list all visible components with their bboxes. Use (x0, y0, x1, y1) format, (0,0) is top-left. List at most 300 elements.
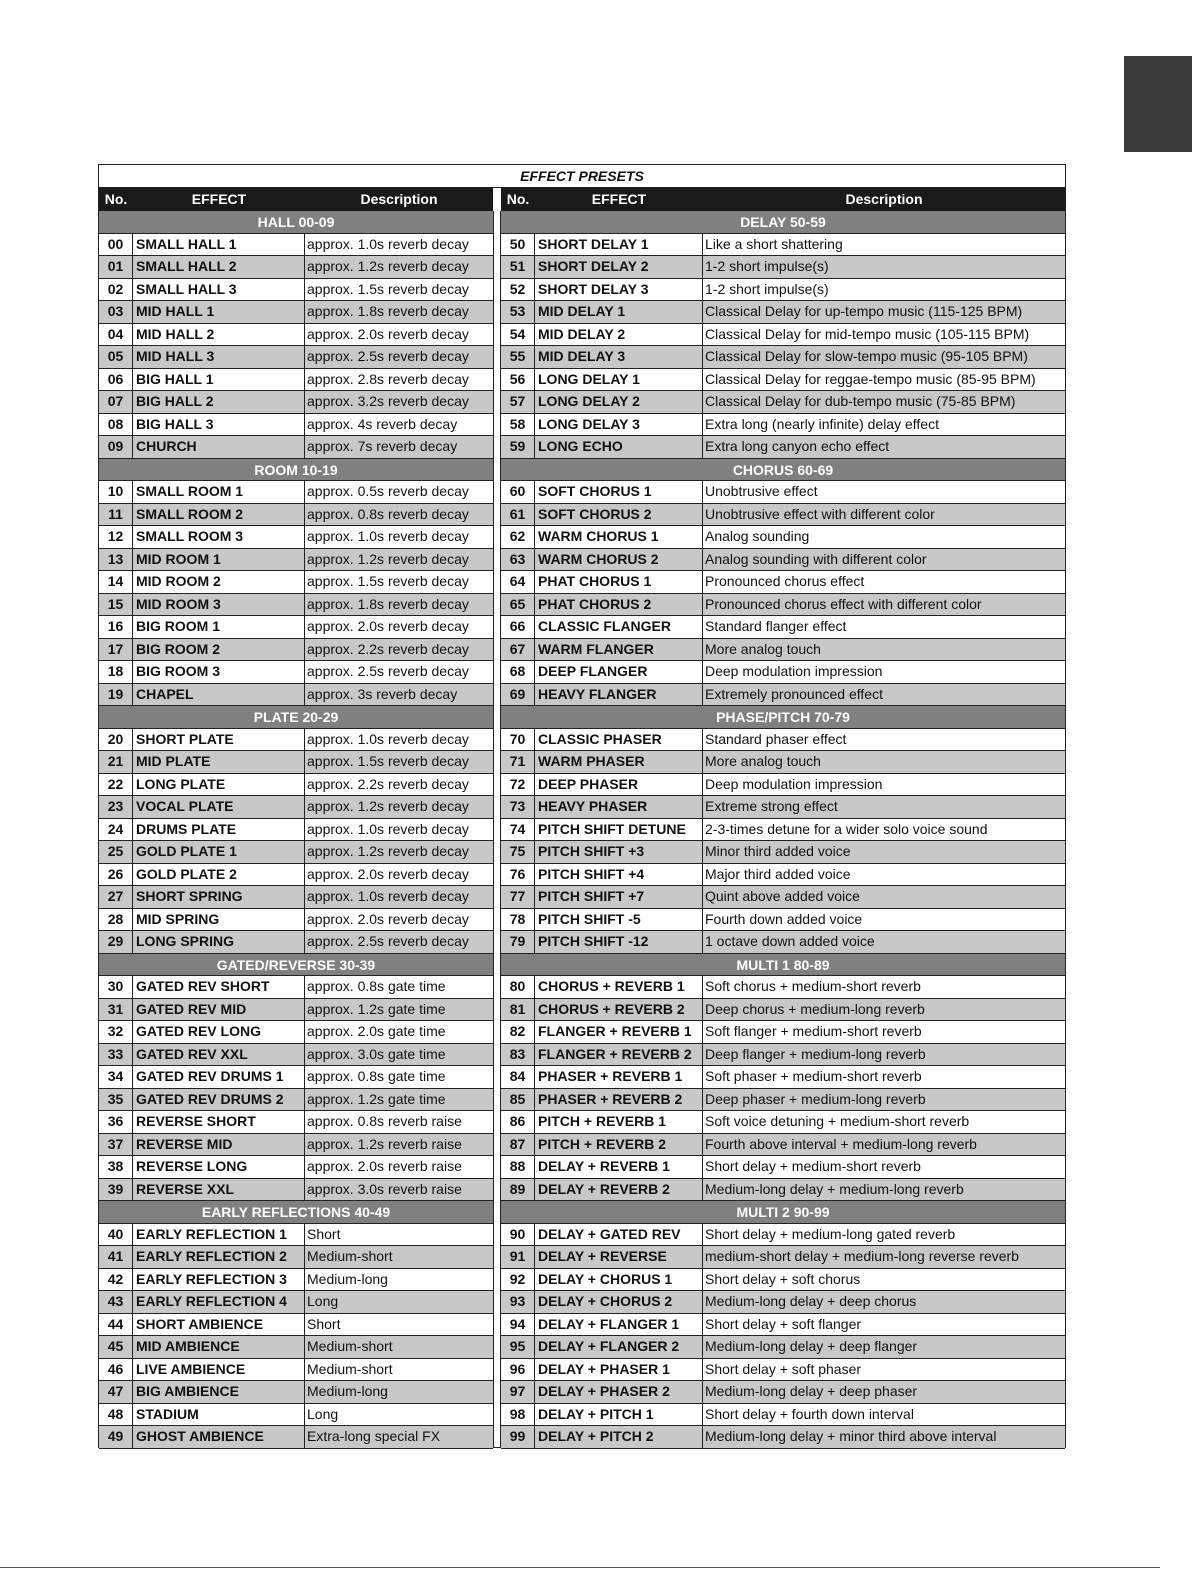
preset-number: 43 (99, 1291, 133, 1313)
preset-number: 24 (99, 819, 133, 841)
preset-number: 87 (501, 1134, 535, 1156)
preset-number: 11 (99, 504, 133, 526)
preset-number: 89 (501, 1179, 535, 1201)
preset-effect-name: GOLD PLATE 1 (133, 841, 305, 863)
preset-description: 2-3-times detune for a wider solo voice sound (705, 820, 988, 837)
preset-effect-name: BIG HALL 2 (133, 391, 305, 413)
preset-number: 77 (501, 886, 535, 908)
preset-effect-name: DELAY + FLANGER 1 (535, 1314, 703, 1336)
preset-number: 21 (99, 751, 133, 773)
column-header-effect: EFFECT (191, 191, 247, 207)
preset-number: 09 (99, 436, 133, 458)
preset-description: approx. 1.2s reverb decay (307, 550, 469, 567)
preset-number: 85 (501, 1089, 535, 1111)
preset-number: 30 (99, 976, 133, 998)
table-row (99, 1089, 493, 1112)
table-row (501, 1021, 1065, 1044)
preset-description: Deep phaser + medium-long reverb (705, 1090, 926, 1107)
preset-number: 04 (99, 324, 133, 346)
preset-number: 73 (501, 796, 535, 818)
table-row (99, 1291, 493, 1314)
preset-description: approx. 0.5s reverb decay (307, 483, 469, 499)
preset-effect-name: CLASSIC PHASER (535, 729, 703, 751)
preset-effect-name: CHURCH (133, 436, 305, 458)
preset-number: 49 (99, 1426, 133, 1448)
preset-effect-name: SHORT SPRING (133, 886, 305, 908)
table-row (99, 1111, 493, 1134)
column-header-description: Description (845, 191, 923, 207)
table-row (501, 684, 1065, 707)
table-row (501, 1381, 1065, 1404)
preset-description: Quint above added voice (705, 888, 860, 904)
table-row (99, 931, 493, 954)
table-row (501, 1314, 1065, 1337)
preset-effect-name: MID DELAY 2 (535, 324, 703, 346)
preset-number: 60 (501, 481, 535, 503)
preset-effect-name: DELAY + PITCH 1 (535, 1404, 703, 1426)
preset-description: Soft chorus + medium-short reverb (705, 978, 921, 994)
preset-description: 1 octave down added voice (705, 933, 875, 949)
preset-effect-name: BIG ROOM 3 (133, 661, 305, 683)
preset-number: 31 (99, 999, 133, 1021)
table-row (501, 1336, 1065, 1359)
table-row (99, 346, 493, 369)
preset-effect-name: DELAY + FLANGER 2 (535, 1336, 703, 1358)
preset-effect-name: SHORT AMBIENCE (133, 1314, 305, 1336)
table-row (501, 864, 1065, 887)
preset-description: Deep chorus + medium-long reverb (705, 1000, 925, 1017)
column-header-no: No. (506, 191, 530, 207)
table-row (501, 279, 1065, 302)
preset-description: approx. 3s reverb decay (307, 685, 458, 702)
table-row (501, 391, 1065, 414)
preset-description: approx. 1.5s reverb decay (307, 280, 469, 297)
preset-number: 55 (501, 346, 535, 368)
preset-effect-name: REVERSE XXL (133, 1179, 305, 1201)
preset-effect-name: DELAY + GATED REV (535, 1224, 703, 1246)
preset-effect-name: REVERSE SHORT (133, 1111, 305, 1133)
preset-description: Standard phaser effect (705, 730, 847, 747)
preset-number: 08 (99, 414, 133, 436)
preset-effect-name: SMALL ROOM 1 (133, 481, 305, 503)
table-row (99, 256, 493, 279)
preset-number: 62 (501, 526, 535, 548)
preset-number: 18 (99, 661, 133, 683)
preset-number: 00 (99, 234, 133, 256)
preset-effect-name: MID AMBIENCE (133, 1336, 305, 1358)
preset-effect-name: DELAY + REVERB 2 (535, 1179, 703, 1201)
preset-description: approx. 0.8s gate time (307, 978, 446, 994)
table-row (501, 729, 1065, 752)
preset-description: approx. 1.5s reverb decay (307, 573, 469, 589)
section-header: MULTI 1 80-89 (501, 954, 1065, 977)
table-row (501, 1066, 1065, 1089)
preset-effect-name: STADIUM (133, 1404, 305, 1426)
preset-description: Unobtrusive effect (705, 483, 818, 499)
preset-number: 56 (501, 369, 535, 391)
section-header: ROOM 10-19 (99, 459, 493, 482)
preset-description: Analog sounding with different color (705, 550, 927, 567)
preset-effect-name: LONG DELAY 1 (535, 369, 703, 391)
preset-number: 94 (501, 1314, 535, 1336)
preset-effect-name: MID SPRING (133, 909, 305, 931)
presets-right-half (501, 188, 1065, 1449)
table-row (501, 931, 1065, 954)
preset-description: Deep modulation impression (705, 663, 883, 679)
preset-number: 65 (501, 594, 535, 616)
preset-effect-name: BIG ROOM 2 (133, 639, 305, 661)
table-row (501, 1089, 1065, 1112)
preset-effect-name: SMALL ROOM 2 (133, 504, 305, 526)
preset-description: Short (307, 1225, 341, 1242)
table-row (99, 1404, 493, 1427)
preset-number: 45 (99, 1336, 133, 1358)
preset-number: 92 (501, 1269, 535, 1291)
preset-effect-name: GATED REV MID (133, 999, 305, 1021)
preset-description: Classical Delay for reggae-tempo music (85-95 BPM) (705, 370, 1036, 387)
table-row (99, 1021, 493, 1044)
table-row (501, 976, 1065, 999)
table-row (99, 279, 493, 302)
preset-number: 53 (501, 301, 535, 323)
preset-effect-name: SHORT PLATE (133, 729, 305, 751)
preset-number: 32 (99, 1021, 133, 1043)
preset-effect-name: LONG SPRING (133, 931, 305, 953)
preset-effect-name: MID HALL 1 (133, 301, 305, 323)
preset-number: 28 (99, 909, 133, 931)
table-row (501, 1111, 1065, 1134)
preset-effect-name: PITCH SHIFT +7 (535, 886, 703, 908)
preset-number: 61 (501, 504, 535, 526)
preset-effect-name: GOLD PLATE 2 (133, 864, 305, 886)
table-row (501, 301, 1065, 324)
preset-number: 20 (99, 729, 133, 751)
preset-description: approx. 1.2s gate time (307, 1000, 446, 1017)
preset-number: 05 (99, 346, 133, 368)
table-row (501, 1179, 1065, 1202)
preset-number: 39 (99, 1179, 133, 1201)
column-header-row (99, 188, 493, 211)
preset-effect-name: CLASSIC FLANGER (535, 616, 703, 638)
preset-description: More analog touch (705, 753, 821, 769)
preset-description: approx. 2.5s reverb decay (307, 663, 469, 679)
preset-effect-name: PHAT CHORUS 2 (535, 594, 703, 616)
table-row (99, 1066, 493, 1089)
table-row (99, 999, 493, 1022)
preset-description: approx. 1.2s reverb decay (307, 258, 469, 274)
preset-effect-name: CHORUS + REVERB 2 (535, 999, 703, 1021)
preset-description: Medium-long delay + deep chorus (705, 1293, 917, 1309)
preset-number: 51 (501, 256, 535, 278)
preset-description: Medium-long (307, 1270, 388, 1287)
preset-description: Like a short shattering (705, 235, 843, 252)
section-header: GATED/REVERSE 30-39 (99, 954, 493, 977)
preset-description: Short delay + medium-long gated reverb (705, 1225, 956, 1242)
preset-description: Deep modulation impression (705, 775, 883, 792)
preset-number: 79 (501, 931, 535, 953)
table-row (99, 1336, 493, 1359)
preset-number: 50 (501, 234, 535, 256)
preset-description: approx. 3.2s reverb decay (307, 393, 469, 409)
preset-number: 42 (99, 1269, 133, 1291)
preset-effect-name: SOFT CHORUS 1 (535, 481, 703, 503)
table-row (501, 819, 1065, 842)
preset-description: approx. 1.0s reverb decay (307, 235, 469, 252)
preset-number: 36 (99, 1111, 133, 1133)
preset-number: 37 (99, 1134, 133, 1156)
preset-description: Unobtrusive effect with different color (705, 505, 935, 522)
preset-number: 03 (99, 301, 133, 323)
preset-number: 97 (501, 1381, 535, 1403)
preset-number: 25 (99, 841, 133, 863)
preset-number: 59 (501, 436, 535, 458)
preset-description: approx. 1.2s gate time (307, 1090, 446, 1107)
table-row (501, 774, 1065, 797)
preset-effect-name: PHASER + REVERB 1 (535, 1066, 703, 1088)
effect-presets-table (98, 164, 1066, 1448)
preset-effect-name: SHORT DELAY 3 (535, 279, 703, 301)
preset-description: Soft phaser + medium-short reverb (705, 1068, 922, 1084)
preset-description: approx. 2.2s reverb decay (307, 640, 469, 657)
preset-effect-name: SHORT DELAY 2 (535, 256, 703, 278)
table-row (501, 1359, 1065, 1382)
table-row (501, 1044, 1065, 1067)
preset-description: approx. 1.2s reverb raise (307, 1135, 462, 1152)
preset-description: Analog sounding (705, 528, 810, 544)
preset-effect-name: HEAVY PHASER (535, 796, 703, 818)
column-header-description: Description (360, 191, 438, 207)
table-row (501, 504, 1065, 527)
preset-description: Long (307, 1293, 339, 1309)
preset-number: 66 (501, 616, 535, 638)
preset-effect-name: WARM CHORUS 1 (535, 526, 703, 548)
preset-description: medium-short delay + medium-long reverse reverb (705, 1248, 1019, 1264)
preset-number: 41 (99, 1246, 133, 1268)
preset-effect-name: EARLY REFLECTION 2 (133, 1246, 305, 1268)
preset-number: 82 (501, 1021, 535, 1043)
preset-effect-name: BIG HALL 3 (133, 414, 305, 436)
preset-number: 86 (501, 1111, 535, 1133)
preset-number: 54 (501, 324, 535, 346)
preset-effect-name: LONG PLATE (133, 774, 305, 796)
preset-description: Short delay + fourth down interval (705, 1405, 914, 1422)
preset-description: Extra-long special FX (307, 1428, 441, 1444)
preset-effect-name: LONG ECHO (535, 436, 703, 458)
preset-description: Medium-short (307, 1248, 393, 1264)
table-row (501, 346, 1065, 369)
table-row (501, 616, 1065, 639)
preset-description: Pronounced chorus effect with different color (705, 595, 982, 612)
preset-number: 75 (501, 841, 535, 863)
preset-description: Extreme strong effect (705, 798, 838, 814)
preset-effect-name: FLANGER + REVERB 1 (535, 1021, 703, 1043)
preset-description: approx. 0.8s reverb raise (307, 1113, 462, 1129)
table-row (99, 369, 493, 392)
preset-effect-name: GATED REV XXL (133, 1044, 305, 1066)
table-row (501, 1224, 1065, 1247)
preset-number: 84 (501, 1066, 535, 1088)
preset-number: 91 (501, 1246, 535, 1268)
preset-effect-name: DELAY + CHORUS 1 (535, 1269, 703, 1291)
preset-description: approx. 1.2s reverb decay (307, 843, 469, 859)
preset-description: approx. 1.8s reverb decay (307, 303, 469, 319)
preset-effect-name: SMALL HALL 1 (133, 234, 305, 256)
table-row (501, 661, 1065, 684)
preset-effect-name: SHORT DELAY 1 (535, 234, 703, 256)
table-row (99, 639, 493, 662)
preset-description: approx. 2.0s reverb raise (307, 1158, 462, 1174)
preset-number: 15 (99, 594, 133, 616)
preset-effect-name: PITCH SHIFT -5 (535, 909, 703, 931)
preset-number: 44 (99, 1314, 133, 1336)
preset-description: approx. 1.8s reverb decay (307, 595, 469, 612)
table-row (501, 751, 1065, 774)
preset-number: 10 (99, 481, 133, 503)
preset-description: Classical Delay for mid-tempo music (105-115 BPM) (705, 325, 1030, 342)
table-row (501, 1134, 1065, 1157)
presets-right-body (501, 211, 1065, 1449)
preset-number: 71 (501, 751, 535, 773)
preset-number: 58 (501, 414, 535, 436)
preset-description: Medium-short (307, 1338, 393, 1354)
preset-effect-name: CHORUS + REVERB 1 (535, 976, 703, 998)
table-row (501, 481, 1065, 504)
preset-effect-name: DELAY + REVERB 1 (535, 1156, 703, 1178)
section-header: PHASE/PITCH 70-79 (501, 706, 1065, 729)
preset-description: approx. 4s reverb decay (307, 415, 458, 432)
table-row (99, 1269, 493, 1292)
preset-number: 48 (99, 1404, 133, 1426)
preset-number: 69 (501, 684, 535, 706)
preset-effect-name: SMALL HALL 3 (133, 279, 305, 301)
preset-description: approx. 1.0s reverb decay (307, 820, 469, 837)
preset-description: approx. 2.0s reverb decay (307, 910, 469, 927)
preset-description: Soft voice detuning + medium-short reverb (705, 1113, 970, 1129)
preset-number: 01 (99, 256, 133, 278)
preset-description: Short delay + soft flanger (705, 1315, 862, 1332)
preset-effect-name: GATED REV LONG (133, 1021, 305, 1043)
preset-description: approx. 3.0s reverb raise (307, 1180, 462, 1197)
preset-effect-name: EARLY REFLECTION 4 (133, 1291, 305, 1313)
preset-number: 52 (501, 279, 535, 301)
table-row (99, 774, 493, 797)
table-row (501, 796, 1065, 819)
table-row (501, 549, 1065, 572)
preset-number: 98 (501, 1404, 535, 1426)
table-row (99, 526, 493, 549)
preset-effect-name: MID DELAY 1 (535, 301, 703, 323)
table-row (501, 999, 1065, 1022)
preset-effect-name: PITCH + REVERB 1 (535, 1111, 703, 1133)
table-row (501, 909, 1065, 932)
table-row (99, 864, 493, 887)
preset-effect-name: GATED REV DRUMS 2 (133, 1089, 305, 1111)
table-row (501, 1404, 1065, 1427)
preset-description: approx. 1.0s reverb decay (307, 528, 469, 544)
table-row (99, 661, 493, 684)
preset-description: Medium-long delay + deep phaser (705, 1383, 918, 1399)
preset-effect-name: PITCH SHIFT DETUNE (535, 819, 703, 841)
preset-effect-name: DELAY + PHASER 1 (535, 1359, 703, 1381)
preset-description: Minor third added voice (705, 843, 851, 859)
page-bottom-rule (0, 1567, 1160, 1568)
preset-number: 19 (99, 684, 133, 706)
preset-number: 64 (501, 571, 535, 593)
preset-description: approx. 2.0s reverb decay (307, 325, 469, 342)
preset-number: 23 (99, 796, 133, 818)
preset-effect-name: MID DELAY 3 (535, 346, 703, 368)
preset-effect-name: EARLY REFLECTION 1 (133, 1224, 305, 1246)
preset-number: 12 (99, 526, 133, 548)
preset-number: 46 (99, 1359, 133, 1381)
preset-effect-name: SMALL ROOM 3 (133, 526, 305, 548)
preset-effect-name: DELAY + CHORUS 2 (535, 1291, 703, 1313)
preset-effect-name: DRUMS PLATE (133, 819, 305, 841)
preset-number: 99 (501, 1426, 535, 1448)
preset-number: 63 (501, 549, 535, 571)
preset-number: 78 (501, 909, 535, 931)
preset-effect-name: WARM CHORUS 2 (535, 549, 703, 571)
preset-effect-name: BIG HALL 1 (133, 369, 305, 391)
table-row (99, 886, 493, 909)
preset-number: 90 (501, 1224, 535, 1246)
preset-effect-name: VOCAL PLATE (133, 796, 305, 818)
preset-description: approx. 0.8s gate time (307, 1068, 446, 1084)
table-row (501, 436, 1065, 459)
table-row (99, 594, 493, 617)
preset-effect-name: PITCH SHIFT -12 (535, 931, 703, 953)
preset-effect-name: GATED REV DRUMS 1 (133, 1066, 305, 1088)
preset-description: Medium-long delay + minor third above interval (705, 1428, 997, 1444)
preset-number: 57 (501, 391, 535, 413)
preset-effect-name: MID ROOM 2 (133, 571, 305, 593)
preset-effect-name: HEAVY FLANGER (535, 684, 703, 706)
preset-number: 22 (99, 774, 133, 796)
preset-description: approx. 2.0s reverb decay (307, 618, 469, 634)
table-row (501, 1246, 1065, 1269)
preset-number: 74 (501, 819, 535, 841)
preset-effect-name: WARM FLANGER (535, 639, 703, 661)
table-row (99, 1359, 493, 1382)
preset-description: Soft flanger + medium-short reverb (705, 1023, 922, 1039)
section-header: HALL 00-09 (99, 211, 493, 234)
preset-description: approx. 1.2s reverb decay (307, 798, 469, 814)
preset-effect-name: LIVE AMBIENCE (133, 1359, 305, 1381)
preset-effect-name: DELAY + REVERSE (535, 1246, 703, 1268)
table-row (99, 819, 493, 842)
preset-effect-name: MID PLATE (133, 751, 305, 773)
preset-description: Short delay + soft phaser (705, 1360, 862, 1377)
preset-effect-name: DELAY + PHASER 2 (535, 1381, 703, 1403)
table-row (501, 1156, 1065, 1179)
preset-description: Classical Delay for up-tempo music (115-125 BPM) (705, 303, 1023, 319)
column-header-row (501, 188, 1065, 211)
preset-description: approx. 3.0s gate time (307, 1045, 446, 1062)
preset-description: Short delay + medium-short reverb (705, 1158, 921, 1174)
preset-description: Fourth down added voice (705, 910, 863, 927)
preset-description: approx. 2.5s reverb decay (307, 348, 469, 364)
preset-description: approx. 0.8s reverb decay (307, 505, 469, 522)
preset-number: 88 (501, 1156, 535, 1178)
table-row (501, 256, 1065, 279)
preset-effect-name: MID HALL 3 (133, 346, 305, 368)
table-row (99, 909, 493, 932)
table-row (99, 841, 493, 864)
preset-description: Medium-long delay + medium-long reverb (705, 1180, 964, 1197)
table-row (99, 1179, 493, 1202)
preset-number: 13 (99, 549, 133, 571)
preset-description: 1-2 short impulse(s) (705, 280, 829, 297)
